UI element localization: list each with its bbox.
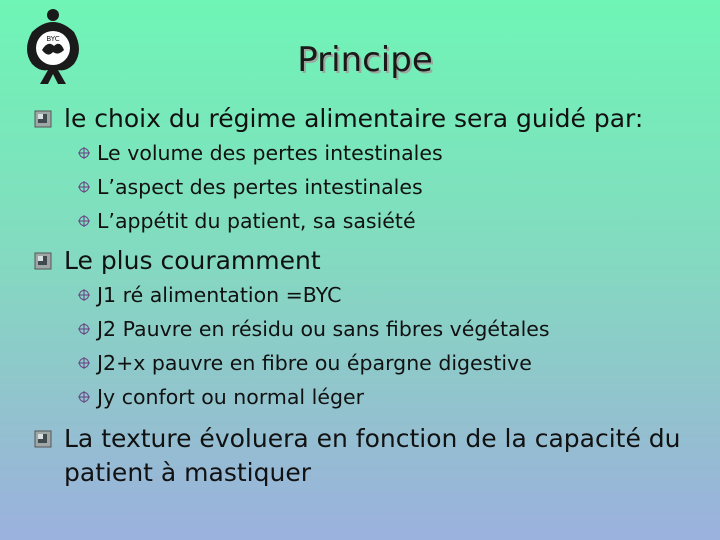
sub-bullet-text: J1 ré alimentation =BYC [97,283,342,307]
sub-bullet-item [78,278,700,312]
section-common-practice [34,244,700,414]
sub-bullet-item [78,204,700,238]
bullet-item [34,422,700,490]
crosshair-bullet-icon [78,215,90,227]
crosshair-bullet-icon [78,289,90,301]
sub-bullet-item [78,170,700,204]
sub-bullet-text: Le volume des pertes intestinales [97,141,443,165]
sub-bullet-item [78,346,700,380]
crosshair-bullet-icon [78,147,90,159]
svg-text:BYC: BYC [46,35,60,43]
sub-bullet-item [78,380,700,414]
sub-bullet-text: L’appétit du patient, sa sasiété [97,209,416,233]
sub-bullet-item [78,312,700,346]
sub-bullet-text: L’aspect des pertes intestinales [97,175,423,199]
bullet-text: le choix du régime alimentaire sera guidé par: [64,104,644,133]
crosshair-bullet-icon [78,357,90,369]
sub-bullet-text: J2 Pauvre en résidu ou sans fibres végétales [97,317,550,341]
square-bullet-icon [34,252,52,270]
sub-bullet-item [78,136,700,170]
crosshair-bullet-icon [78,391,90,403]
crosshair-bullet-icon [78,323,90,335]
sub-bullet-text: J2+x pauvre en fibre ou épargne digestive [97,351,532,375]
bullet-item [34,102,700,136]
square-bullet-icon [34,430,52,448]
section-texture [34,422,700,490]
bullet-item [34,244,700,278]
section-diet-choice [34,102,700,238]
sub-bullet-text: Jy confort ou normal léger [97,385,365,409]
bullet-text: Le plus couramment [64,246,321,275]
slide-title: Principe [297,40,433,80]
square-bullet-icon [34,110,52,128]
crosshair-bullet-icon [78,181,90,193]
bullet-text: La texture évoluera en fonction de la capacité du patient à mastiquer [64,424,681,487]
